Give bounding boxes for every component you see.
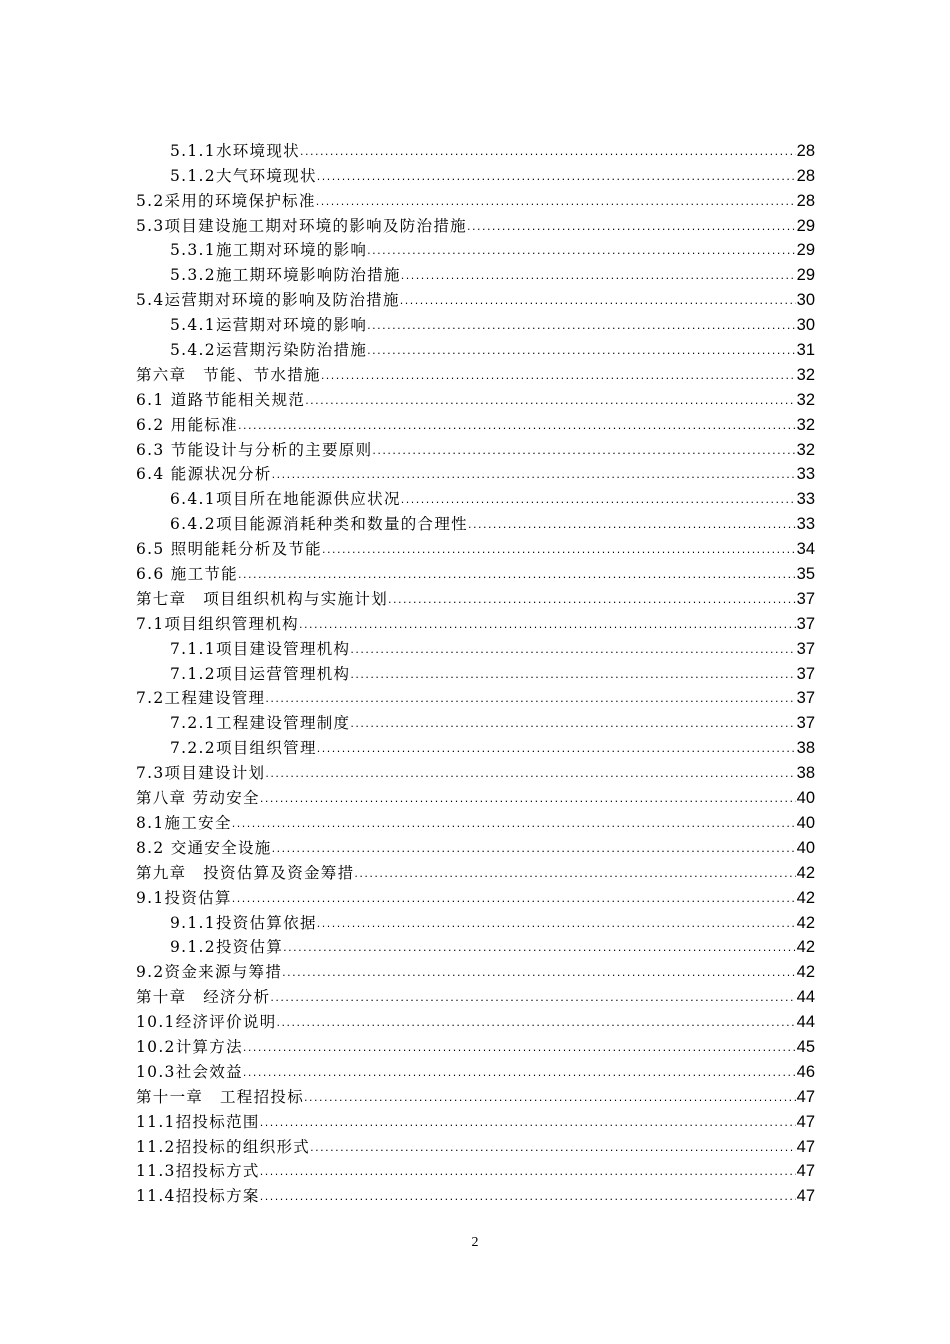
toc-dot-leader: [265, 689, 795, 710]
toc-entry-page-number: 47: [796, 1137, 815, 1156]
toc-entry[interactable]: [136, 486, 815, 511]
toc-entry-page-number: 47: [796, 1162, 815, 1181]
toc-dot-leader: [367, 241, 796, 262]
toc-dot-leader: [243, 1038, 796, 1059]
toc-entry-title: 9.2资金来源与筹措: [136, 963, 283, 982]
toc-entry[interactable]: [136, 835, 815, 860]
toc-entry[interactable]: [136, 935, 815, 960]
toc-entry-title: 8.1施工安全: [136, 813, 232, 832]
toc-entry[interactable]: [136, 188, 815, 213]
toc-dot-leader: [401, 266, 796, 287]
toc-entry-title: 第十一章 工程招投标: [136, 1087, 305, 1106]
toc-entry[interactable]: [136, 462, 815, 487]
toc-entry-page-number: 38: [796, 764, 815, 783]
toc-dot-leader: [400, 291, 796, 312]
toc-entry-page-number: 32: [796, 415, 815, 434]
toc-entry[interactable]: [136, 810, 815, 835]
toc-entry[interactable]: [136, 1009, 815, 1034]
toc-entry[interactable]: [136, 536, 815, 561]
toc-dot-leader: [299, 615, 796, 636]
toc-entry[interactable]: [136, 686, 815, 711]
toc-entry-title: 5.3项目建设施工期对环境的影响及防治措施: [136, 216, 467, 235]
toc-dot-leader: [283, 938, 796, 959]
toc-entry[interactable]: [136, 1159, 815, 1184]
toc-entry[interactable]: [136, 860, 815, 885]
toc-entry[interactable]: [136, 636, 815, 661]
toc-dot-leader: [317, 739, 796, 760]
toc-entry-title: 7.2.1工程建设管理制度: [170, 714, 351, 733]
toc-entry-page-number: 37: [796, 589, 815, 608]
toc-dot-leader: [265, 764, 795, 785]
toc-entry[interactable]: [136, 586, 815, 611]
toc-entry-page-number: 33: [796, 465, 815, 484]
toc-dot-leader: [260, 1162, 796, 1183]
toc-dot-leader: [300, 142, 796, 163]
toc-entry-title: 5.4运营期对环境的影响及防治措施: [136, 291, 400, 310]
toc-entry[interactable]: [136, 1034, 815, 1059]
toc-entry-page-number: 40: [796, 813, 815, 832]
toc-entry-title: 5.3.2施工期环境影响防治措施: [170, 266, 401, 285]
toc-entry[interactable]: [136, 138, 815, 163]
toc-dot-leader: [310, 1138, 796, 1159]
toc-entry-page-number: 34: [796, 540, 815, 559]
toc-entry-title: 5.4.2运营期污染防治措施: [170, 341, 368, 360]
toc-entry-title: 10.1经济评价说明: [136, 1013, 277, 1032]
toc-entry-page-number: 28: [796, 191, 815, 210]
toc-entry[interactable]: [136, 710, 815, 735]
toc-entry[interactable]: [136, 959, 815, 984]
toc-dot-leader: [401, 490, 796, 511]
toc-entry-page-number: 47: [796, 1187, 815, 1206]
toc-entry[interactable]: [136, 337, 815, 362]
page-number: 2: [471, 1235, 479, 1250]
toc-entry[interactable]: [136, 735, 815, 760]
toc-entry-title: 6.2 用能标准: [136, 415, 238, 434]
toc-entry[interactable]: [136, 1109, 815, 1134]
toc-dot-leader: [316, 192, 796, 213]
toc-entry-page-number: 42: [796, 963, 815, 982]
toc-dot-leader: [367, 316, 796, 337]
toc-entry-title: 第六章 节能、节水措施: [136, 365, 321, 384]
toc-dot-leader: [238, 416, 796, 437]
toc-entry-title: 6.1 道路节能相关规范: [136, 390, 306, 409]
toc-dot-leader: [304, 1088, 796, 1109]
toc-dot-leader: [272, 839, 796, 860]
toc-entry-title: 5.3.1施工期对环境的影响: [170, 241, 368, 260]
toc-entry-title: 8.2 交通安全设施: [136, 838, 272, 857]
toc-dot-leader: [350, 640, 795, 661]
toc-entry-title: 6.5 照明能耗分析及节能: [136, 540, 322, 559]
toc-dot-leader: [350, 665, 795, 686]
toc-entry[interactable]: [136, 412, 815, 437]
toc-entry-title: 7.2.2项目组织管理: [170, 739, 317, 758]
toc-entry-title: 第七章 项目组织机构与实施计划: [136, 589, 389, 608]
toc-dot-leader: [272, 465, 796, 486]
toc-entry-page-number: 40: [796, 838, 815, 857]
toc-entry[interactable]: [136, 661, 815, 686]
toc-dot-leader: [260, 1187, 796, 1208]
toc-entry-page-number: 33: [796, 515, 815, 534]
toc-entry-page-number: 32: [796, 390, 815, 409]
toc-entry-title: 第九章 投资估算及资金筹措: [136, 863, 355, 882]
toc-entry[interactable]: [136, 1183, 815, 1208]
toc-entry-title: 第八章 劳动安全: [136, 789, 260, 808]
toc-dot-leader: [354, 864, 795, 885]
toc-entry[interactable]: [136, 511, 815, 536]
toc-entry[interactable]: [136, 984, 815, 1009]
toc-entry[interactable]: [136, 387, 815, 412]
toc-entry[interactable]: [136, 561, 815, 586]
toc-dot-leader: [270, 988, 795, 1009]
toc-entry-page-number: 47: [796, 1112, 815, 1131]
toc-entry[interactable]: [136, 1134, 815, 1159]
toc-entry[interactable]: [136, 213, 815, 238]
toc-entry[interactable]: [136, 163, 815, 188]
toc-dot-leader: [367, 341, 796, 362]
toc-dot-leader: [232, 889, 796, 910]
toc-entry-page-number: 29: [796, 266, 815, 285]
toc-entry[interactable]: [136, 1084, 815, 1109]
toc-dot-leader: [277, 1013, 796, 1034]
toc-entry-page-number: 29: [796, 216, 815, 235]
toc-entry[interactable]: [136, 885, 815, 910]
toc-entry-page-number: 32: [796, 365, 815, 384]
toc-dot-leader: [467, 217, 796, 238]
toc-entry[interactable]: [136, 1059, 815, 1084]
toc-entry-title: 11.2招投标的组织形式: [136, 1137, 311, 1156]
toc-entry[interactable]: [136, 785, 815, 810]
toc-entry[interactable]: [136, 437, 815, 462]
toc-entry[interactable]: [136, 287, 815, 312]
toc-dot-leader: [243, 1063, 796, 1084]
toc-entry-title: 6.4.1项目所在地能源供应状况: [170, 490, 401, 509]
toc-entry[interactable]: [136, 262, 815, 287]
toc-entry[interactable]: [136, 611, 815, 636]
toc-entry[interactable]: [136, 312, 815, 337]
toc-dot-leader: [305, 391, 795, 412]
toc-entry-page-number: 44: [796, 988, 815, 1007]
toc-entry-title: 11.3招投标方式: [136, 1162, 260, 1181]
toc-entry-page-number: 37: [796, 714, 815, 733]
toc-entry-title: 7.1项目组织管理机构: [136, 614, 299, 633]
toc-dot-leader: [322, 540, 796, 561]
toc-dot-leader: [468, 515, 796, 536]
toc-entry-page-number: 37: [796, 664, 815, 683]
toc-entry-title: 9.1.2投资估算: [170, 938, 284, 957]
toc-dot-leader: [317, 914, 796, 935]
table-of-contents: [136, 138, 815, 1208]
toc-entry-page-number: 30: [796, 291, 815, 310]
toc-entry-title: 5.1.2大气环境现状: [170, 166, 317, 185]
toc-entry-page-number: 44: [796, 1013, 815, 1032]
toc-dot-leader: [232, 814, 796, 835]
toc-entry-page-number: 31: [796, 341, 815, 360]
toc-entry-page-number: 33: [796, 490, 815, 509]
toc-entry-title: 10.3社会效益: [136, 1062, 243, 1081]
toc-entry-title: 第十章 经济分析: [136, 988, 271, 1007]
toc-entry-title: 7.1.2项目运营管理机构: [170, 664, 351, 683]
toc-entry-page-number: 38: [796, 739, 815, 758]
toc-entry-title: 6.3 节能设计与分析的主要原则: [136, 440, 373, 459]
toc-entry-page-number: 28: [796, 141, 815, 160]
toc-dot-leader: [321, 366, 796, 387]
toc-dot-leader: [238, 565, 796, 586]
toc-entry-title: 11.4招投标方案: [136, 1187, 260, 1206]
toc-entry-title: 5.2采用的环境保护标准: [136, 191, 316, 210]
toc-entry-page-number: 30: [796, 316, 815, 335]
toc-entry-page-number: 45: [796, 1037, 815, 1056]
toc-entry[interactable]: [136, 760, 815, 785]
toc-entry-page-number: 29: [796, 241, 815, 260]
toc-entry[interactable]: [136, 362, 815, 387]
toc-entry-title: 7.2工程建设管理: [136, 689, 266, 708]
toc-entry-title: 11.1招投标范围: [136, 1112, 260, 1131]
toc-dot-leader: [372, 441, 795, 462]
toc-dot-leader: [260, 1113, 796, 1134]
toc-entry-title: 6.6 施工节能: [136, 565, 238, 584]
toc-entry-title: 5.1.1水环境现状: [170, 141, 300, 160]
toc-entry-page-number: 47: [796, 1087, 815, 1106]
toc-dot-leader: [350, 714, 795, 735]
toc-entry-page-number: 42: [796, 938, 815, 957]
toc-entry-page-number: 42: [796, 913, 815, 932]
toc-entry-page-number: 37: [796, 689, 815, 708]
toc-dot-leader: [260, 789, 796, 810]
toc-entry-title: 7.3项目建设计划: [136, 764, 266, 783]
toc-entry-title: 9.1.1投资估算依据: [170, 913, 317, 932]
toc-entry[interactable]: [136, 910, 815, 935]
toc-entry-page-number: 46: [796, 1062, 815, 1081]
toc-entry-page-number: 28: [796, 166, 815, 185]
toc-entry-title: 6.4 能源状况分析: [136, 465, 272, 484]
toc-entry-page-number: 40: [796, 789, 815, 808]
toc-entry-page-number: 37: [796, 639, 815, 658]
toc-entry-title: 7.1.1项目建设管理机构: [170, 639, 351, 658]
toc-entry-title: 9.1投资估算: [136, 888, 232, 907]
toc-entry-page-number: 32: [796, 440, 815, 459]
toc-entry-page-number: 35: [796, 565, 815, 584]
toc-entry-page-number: 37: [796, 614, 815, 633]
toc-entry-title: 10.2计算方法: [136, 1037, 243, 1056]
toc-dot-leader: [388, 590, 796, 611]
toc-entry-title: 5.4.1运营期对环境的影响: [170, 316, 368, 335]
toc-entry-page-number: 42: [796, 888, 815, 907]
toc-dot-leader: [282, 963, 795, 984]
toc-entry-title: 6.4.2项目能源消耗种类和数量的合理性: [170, 515, 468, 534]
toc-entry-page-number: 42: [796, 863, 815, 882]
toc-dot-leader: [317, 167, 796, 188]
toc-entry[interactable]: [136, 238, 815, 263]
